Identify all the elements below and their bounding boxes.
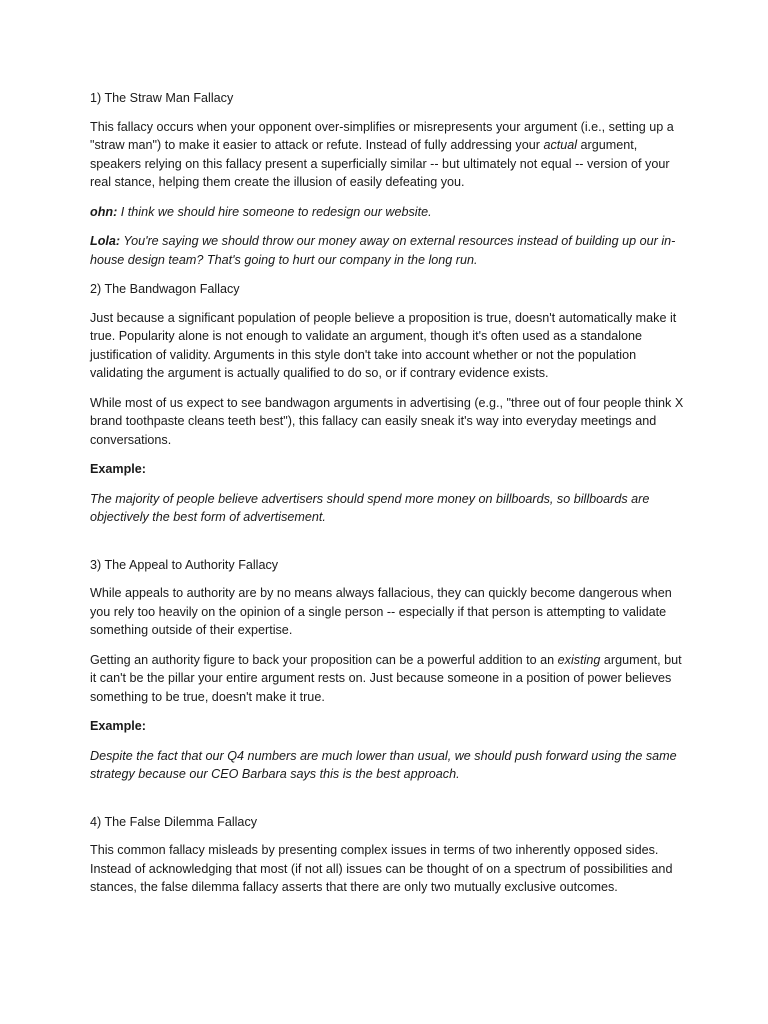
example-text: Despite the fact that our Q4 numbers are much lower than usual, we should push forward using the same strategy because our CEO Barbara says this is the best approach. [90, 748, 677, 781]
section-heading: 4) The False Dilemma Fallacy [90, 814, 258, 829]
paragraph-text: argument, but it can't be the pillar your entire argument rests on. Just because someone in a position of power believes something to be true, doesn't make it true. [90, 652, 682, 704]
paragraph-text: This fallacy occurs when your opponent over-simplifies or misrepresents your argument (i.e., setting up a "straw man") to make it easier to attack or refute. Instead of fully addressing your [90, 119, 674, 152]
paragraph: Just because a significant population of people believe a proposition is true, doesn't automatically make it true. Popularity alone is not enough to validate an argument, though it's often used as a standalone justification of validity. Arguments in this style don't take into account whether or not the population validating the argument is actually qualified to do so, or if contrary evidence exists. [90, 310, 677, 380]
paragraph-text: argument, speakers relying on this fallacy present a superficially similar -- but ultimately not equal -- version of your real stance, helping them create the illusion of easily defeating you. [90, 138, 670, 189]
speaker-name: Lola: [90, 234, 121, 248]
example-label: Example: [90, 462, 146, 476]
paragraph: This common fallacy misleads by presenting complex issues in terms of two inherently opposed sides. Instead of acknowledging that most (if not all) issues can be thought of on a spectrum of possibilities and stances, the false dilemma fallacy asserts that there are only two mutually exclusive outcomes. [90, 843, 673, 894]
dialog-line [90, 203, 690, 222]
section-heading: 3) The Appeal to Authority Fallacy [90, 557, 279, 572]
example-label: Example: [90, 719, 146, 733]
spacer [90, 795, 690, 813]
paragraph: While most of us expect to see bandwagon arguments in advertising (e.g., "three out of four people think X brand toothpaste cleans teeth best"), this fallacy can easily sneak it's way into everyday meetings and conversations. [90, 395, 684, 447]
spacer [90, 538, 690, 556]
emphasis-text: existing [557, 652, 601, 667]
dialog-line [90, 232, 690, 269]
paragraph: While appeals to authority are by no means always fallacious, they can quickly become dangerous when you rely too heavily on the opinion of a single person -- especially if that person is attempting to validate something outside of their expertise. [90, 586, 672, 637]
section-heading: 2) The Bandwagon Fallacy [90, 282, 240, 296]
document-page [90, 89, 690, 908]
speaker-name: ohn: [90, 204, 118, 219]
dialog-text: You're saying we should throw our money away on external resources instead of building up our in-house design team? That's going to hurt our company in the long run. [90, 234, 676, 267]
paragraph [90, 118, 690, 192]
paragraph-text: Getting an authority figure to back your proposition can be a powerful addition to an [90, 652, 558, 667]
example-text: The majority of people believe advertisers should spend more money on billboards, so billboards are objectively the best form of advertisement. [90, 491, 650, 524]
emphasis-text: actual [543, 138, 578, 152]
paragraph [90, 651, 690, 707]
section-heading: 1) The Straw Man Fallacy [90, 91, 234, 105]
dialog-text: I think we should hire someone to redesign our website. [117, 204, 432, 219]
